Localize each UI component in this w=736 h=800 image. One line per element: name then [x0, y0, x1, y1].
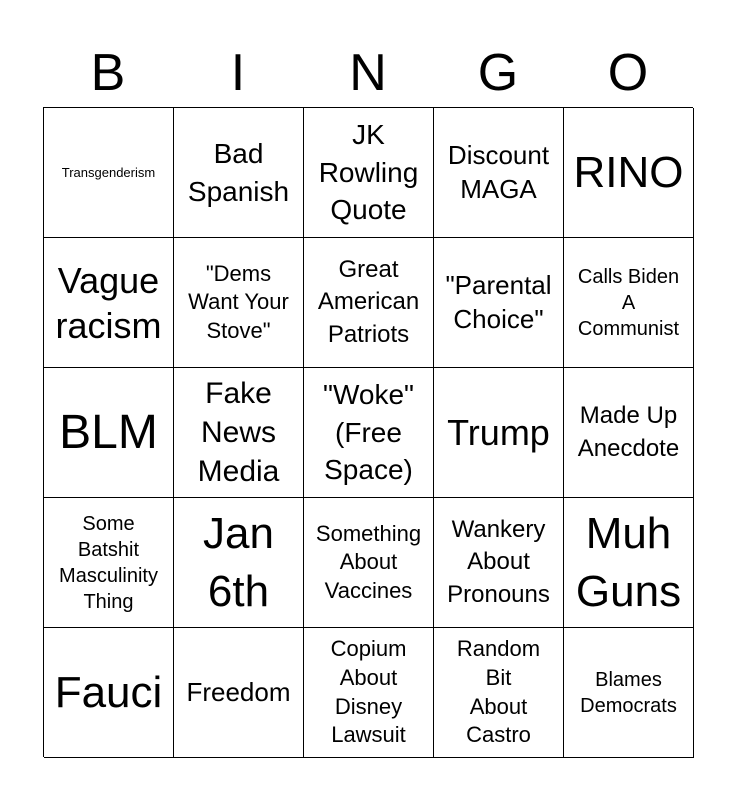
header-letter-b: B: [90, 44, 126, 102]
bingo-cell-r2c3[interactable]: [304, 238, 434, 368]
bingo-cell-text: BLM: [59, 405, 158, 459]
bingo-cell-text: Trump: [447, 412, 550, 453]
header-letter-n: N: [349, 44, 387, 102]
bingo-cell-text: Muh Guns: [575, 509, 682, 616]
bingo-cell-r3c2[interactable]: [174, 368, 304, 498]
bingo-cell-text: Transgenderism: [61, 164, 156, 180]
bingo-cell-r3c5[interactable]: [564, 368, 694, 498]
header-letter-g: G: [477, 44, 519, 102]
bingo-cell-r1c4[interactable]: [434, 108, 564, 238]
bingo-cell-r5c5[interactable]: [564, 628, 694, 758]
header-letter-o: O: [607, 44, 649, 102]
header-letter-i: I: [230, 44, 246, 102]
bingo-cell-text: Freedom: [186, 676, 291, 707]
bingo-cell-text: Some Batshit Masculinity Thing: [59, 512, 158, 613]
bingo-cell-r4c3[interactable]: [304, 498, 434, 628]
bingo-cell-text: Blames Democrats: [580, 668, 677, 717]
bingo-card: [43, 107, 693, 757]
bingo-cell-text: RINO: [573, 147, 684, 197]
bingo-cell-r4c5[interactable]: [564, 498, 694, 628]
bingo-cell-r5c2[interactable]: [174, 628, 304, 758]
bingo-cell-r1c2[interactable]: [174, 108, 304, 238]
bingo-cell-r4c2[interactable]: [174, 498, 304, 628]
bingo-cell-r2c1[interactable]: [44, 238, 174, 368]
bingo-cell-text: JK Rowling Quote: [318, 118, 419, 226]
bingo-cell-text: Vague racism: [55, 259, 162, 346]
bingo-cell-r5c3[interactable]: [304, 628, 434, 758]
bingo-cell-text: Fake News Media: [197, 377, 280, 488]
bingo-header: [43, 42, 693, 104]
bingo-cell-r3c4[interactable]: [434, 368, 564, 498]
bingo-cell-r1c3[interactable]: [304, 108, 434, 238]
bingo-cell-text: Copium About Disney Lawsuit: [330, 636, 407, 748]
bingo-cell-text: Great American Patriots: [317, 255, 420, 348]
bingo-cell-r1c5[interactable]: [564, 108, 694, 238]
bingo-cell-text: Random Bit About Castro: [456, 636, 541, 748]
bingo-cell-r4c1[interactable]: [44, 498, 174, 628]
bingo-cell-text: "Woke" (Free Space): [323, 378, 414, 486]
bingo-cell-r2c5[interactable]: [564, 238, 694, 368]
bingo-cell-r1c1[interactable]: [44, 108, 174, 238]
bingo-cell-r3c3[interactable]: [304, 368, 434, 498]
bingo-cell-text: Bad Spanish: [187, 137, 290, 207]
bingo-cell-r5c4[interactable]: [434, 628, 564, 758]
bingo-cell-text: Calls Biden A Communist: [577, 265, 680, 340]
bingo-cell-text: Fauci: [54, 667, 163, 717]
bingo-cell-text: Discount MAGA: [447, 139, 550, 204]
bingo-cell-text: "Dems Want Your Stove": [188, 260, 289, 343]
bingo-cell-r3c1[interactable]: [44, 368, 174, 498]
bingo-cell-text: "Parental Choice": [445, 269, 552, 334]
bingo-cell-text: Jan 6th: [203, 509, 274, 616]
bingo-cell-r2c2[interactable]: [174, 238, 304, 368]
bingo-cell-r2c4[interactable]: [434, 238, 564, 368]
bingo-cell-text: Something About Vaccines: [315, 520, 422, 603]
bingo-cell-r4c4[interactable]: [434, 498, 564, 628]
bingo-cell-r5c1[interactable]: [44, 628, 174, 758]
bingo-cell-text: Wankery About Pronouns: [447, 515, 550, 608]
bingo-cell-text: Made Up Anecdote: [577, 402, 680, 462]
